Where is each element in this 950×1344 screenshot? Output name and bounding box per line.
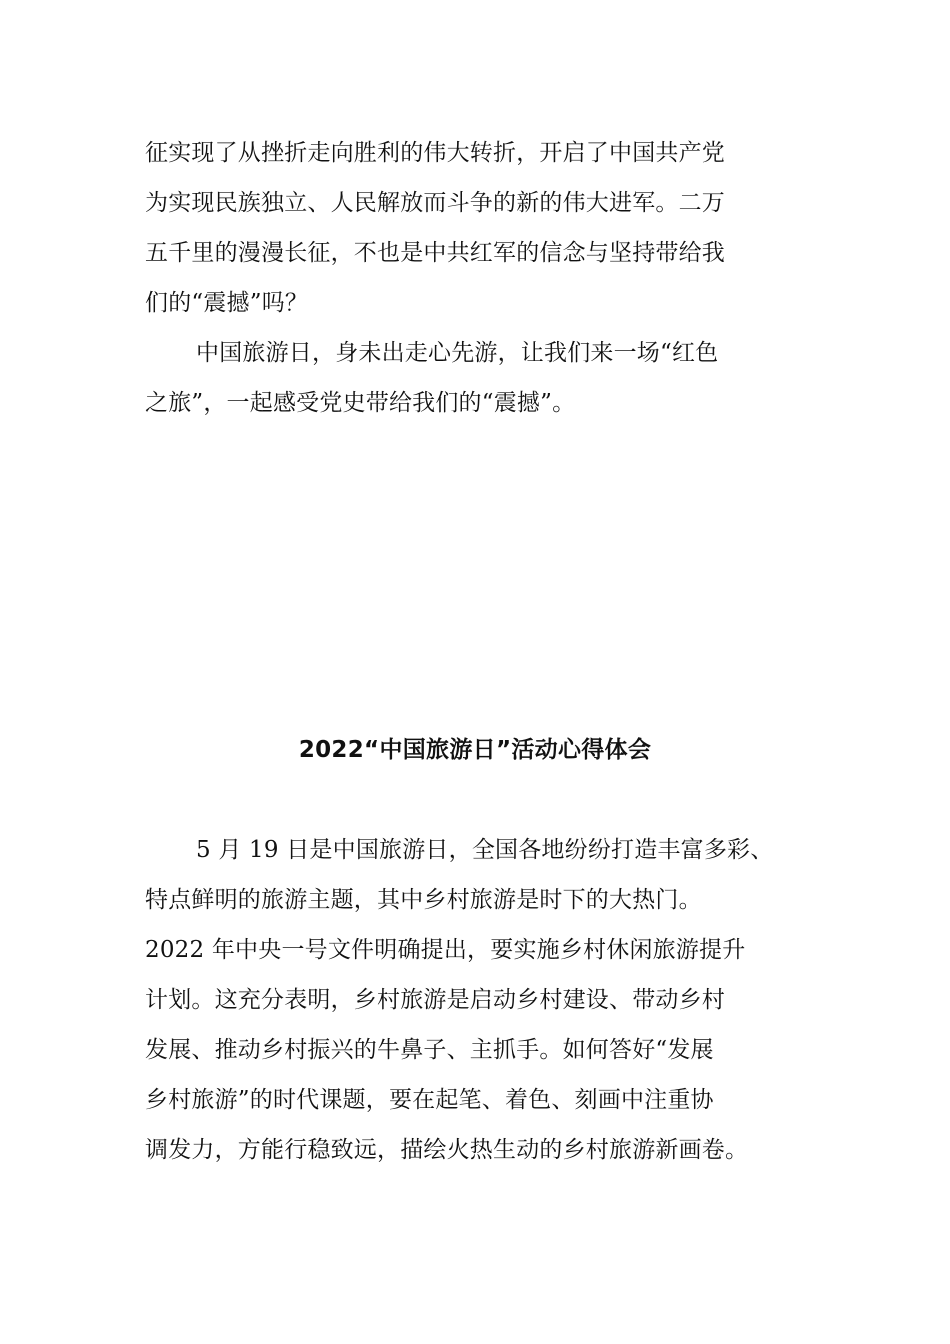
article-line-4: 计划。这充分表明，乡村旅游是启动乡村建设、带动乡村 [145, 987, 725, 1013]
continuation-line-3: 五千里的漫漫长征，不也是中共红军的信念与坚持带给我 [145, 240, 725, 266]
article-title: 2022“中国旅游日”活动心得体会 [298, 737, 652, 763]
article-line-1: 5 月 19 日是中国旅游日，全国各地纷纷打造丰富多彩、 [196, 837, 774, 863]
continuation-line-2: 为实现民族独立、人民解放而斗争的新的伟大进军。二万 [145, 190, 725, 216]
continuation-line-6: 之旅”，一起感受党史带给我们的“震撼”。 [145, 390, 576, 416]
article-line-7: 调发力，方能行稳致远，描绘火热生动的乡村旅游新画卷。 [145, 1137, 749, 1163]
article-line-3: 2022 年中央一号文件明确提出，要实施乡村休闲旅游提升 [145, 937, 746, 963]
article-line-5: 发展、推动乡村振兴的牛鼻子、主抓手。如何答好“发展 [145, 1037, 714, 1063]
continuation-line-5: 中国旅游日，身未出走心先游，让我们来一场“红色 [196, 340, 719, 366]
article-line-6: 乡村旅游”的时代课题，要在起笔、着色、刻画中注重协 [145, 1087, 714, 1113]
continuation-line-1: 征实现了从挫折走向胜利的伟大转折，开启了中国共产党 [145, 140, 725, 166]
article-line-2: 特点鲜明的旅游主题，其中乡村旅游是时下的大热门。 [145, 887, 702, 913]
continuation-line-4: 们的“震撼”吗？ [145, 290, 309, 316]
